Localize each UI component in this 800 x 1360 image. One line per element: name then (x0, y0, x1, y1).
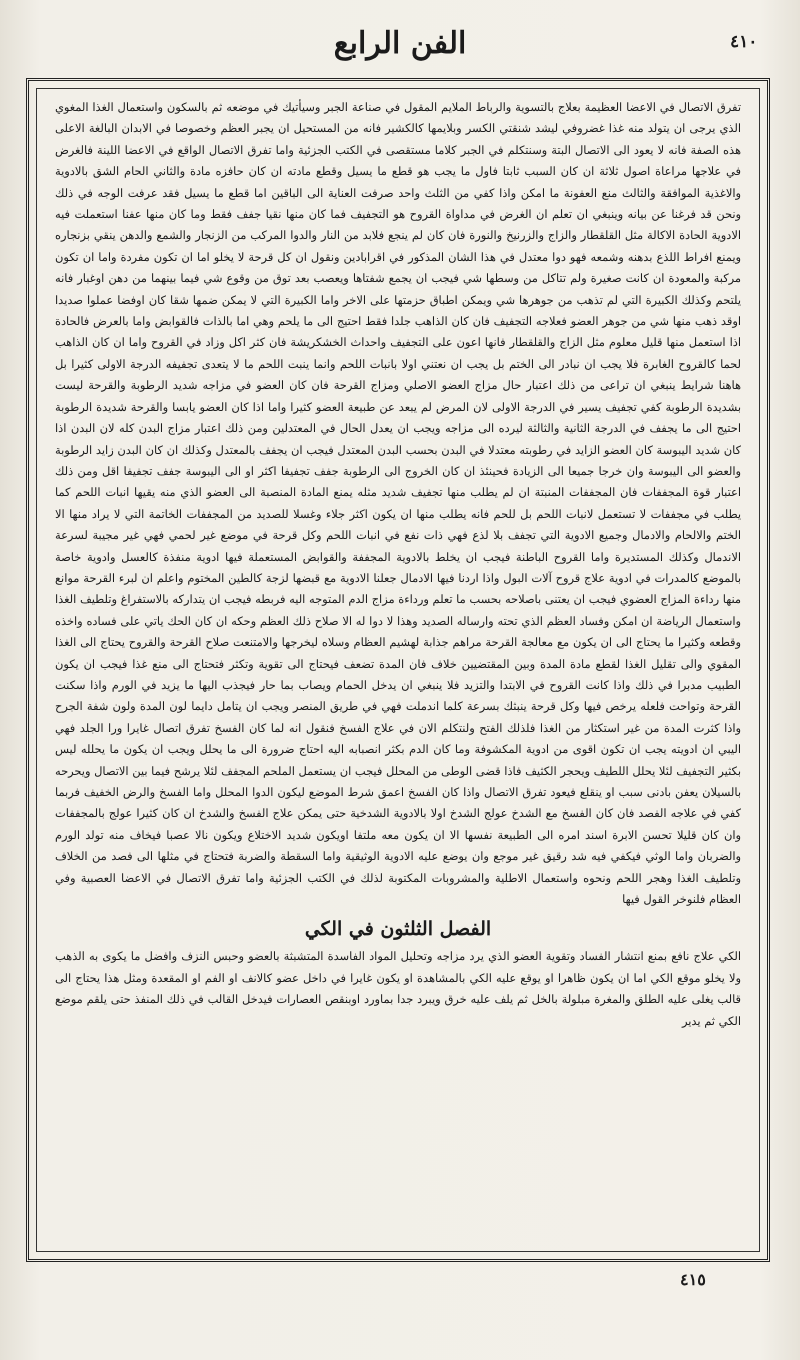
page-number-bottom: ٤١٥ (680, 1270, 706, 1289)
chapter-heading: الفصل الثلثون في الكي (304, 918, 492, 941)
text-block (55, 97, 741, 1243)
running-title: الفن الرابع (333, 26, 467, 61)
text-frame (26, 78, 770, 1262)
page-header (40, 18, 760, 74)
page-number-top: ٤١٠ (730, 32, 758, 52)
body-paragraph: الكي علاج نافع بمنع انتشار الفساد وتقوية العضو الذي يرد مزاجه وتحليل المواد الفاسدة المتشبثة بالعضو وحبس النزف وافضل ما يكوى به الذهب ولا يخلو موقع الكي اما ان يكون ظاهرا او يوقع عليه الكي بالمشاهدة او يكون غايرا في داخل عضو كالانف او الفم او المقعدة ومثل هذا يحتاج الى قالب يغلى عليه الطلق والمغرة مبلولة بالخل ثم يلف عليه خرق ويبرد جدا بماورد اوبنقص العصارات فيدخل القالب في ذلك المنفذ حتى يلقم موضع الكي ثم يدير (55, 949, 741, 1028)
text-frame-inner (36, 88, 760, 1252)
body-paragraph: تفرق الاتصال في الاعضا العظيمة بعلاج بالتسوية والرباط الملايم المقول في صناعة الجبر وسيأتيك في موضعه ثم بالسكون واستعمال الغذا المغوي الذي يرجى ان يتولد منه غذا غضروفي ليشد شنقتي الكسر وبلايمها كالكشير فانه من المستحيل ان يجبر العظم وخصوصا في الابدان البالغة الاعلى هذه الصفة فانه لا يعود الى الاتصال البتة وسنتكلم في الجبر كلاما مستقصى في الكتب الجزئية واما تفرق الاتصال الواقع في الاعضا اللينة فالغرض في علاجها مراعاة اصول ثلاثة ان كان السبب ثابتا فاول ما يجب هو قطع ما يسيل وقطع مادته ان كان حافزه مادة والثاني الحام الشق بالادوية والاغذية الموافقة والثالث منع العفونة ما امكن واذا كفي من الثلث واحد صرفت العناية الى الباقين اما قطع ما يسيل فقد عرفت الوجه في ذلك ونحن قد فرغنا عن بيانه وينبغي ان تعلم ان الغرض في مداواة القروح هو التجفيف فما كان منها نقيا جفف فقط وما كان منها عفنا استعملت فيه الادوية الحادة الاكالة مثل القلقطار والزاج والزرنيخ والنورة فان كان لم ينجع فلابد من النار والدوا المركب من الزنجار والشمع والدهن ينقي بزنجاره ويمنع افراط اللذع بدهنه وشمعه فهو دوا معتدل في هذا الشان المذكور في اقرابادين ونقول ان كل قرحة لا يخلو اما ان تكون مفردة واما ان تكون مركبة والمعودة ان كانت صغيرة ولم تتاكل من وسطها شي فيجب ان يجمع شفتاها ويعصب بعد توق من وقوع شي فيما بينهما من دهن اوغبار فانه يلتحم وكذلك الكبيرة التي لم تذهب من جوهرها شي ويمكن اطباق حزمتها على الاخر واما الكبيرة التي لا يمكن ضمها شقا كان اوفضا عملوا صديدا اوقد ذهب منها شي من جوهر العضو فعلاجه التجفيف فان كان الذاهب جلدا فقط احتيج الى ما يلحم وهي اما بالذات فالقوابض واما بالعرض فالحادة اذا استعمل منها قليل معلوم مثل الزاج والقلقطار فانها اعون على التجفيف واحداث الخشكريشة فان كثر اكل وزاد في القروح واما ان كان الذاهب لحما كالقروح الغابرة فلا يجب ان نبادر الى الختم بل يجب ان نعتني اولا بانبات اللحم وانما ينبت اللحم ما لا يتعدى تجفيفه الدرجة الاولى كثيرا بل هاهنا شرايط ينبغي ان تراعى من ذلك اعتبار حال مزاج العضو الاصلي ومزاج القرحة فان كان العضو في مزاجه شديد الرطوبة والقرحة ليست بشديدة الرطوبة كفي تجفيف يسير في الدرجة الاولى لان المرض لم يبعد عن طبيعة العضو كثيرا واما اذا كان العضو يابسا والقرحة شديدة الرطوبة احتيج الى ما يجفف في الدرجة الثانية والثالثة ليرده الى مزاجه ويجب ان يعدل الحال في المعتدلين ومن ذلك اعتبار مزاج البدن كله لان البدن اذا كان شديد اليبوسة كان العضو الزايد في رطوبته معتدلا في البدن بحسب البدن المعتدل فيجب ان يجفف بالمعتدل وكذلك ان كان البدن زايد الرطوبة والعضو الى اليبوسة وان خرجا جميعا الى الزيادة فحينئذ ان كان الخروج الى الرطوبة جفف تجفيفا اكثر او الى اليبوسة جفف تجفيفا اقل ومن ذلك اعتبار قوة المجففات فان المجففات المنبتة ان لم يطلب منها تجفيف شديد مثله يمنع المادة المنصبة الى العضو الذي منه يقيها انبات اللحم كما يطلب في مجففات لا تستعمل لانبات اللحم بل للحم فانه يطلب منها ان يكون اكثر جلاء وغسلا للصديد من المجففات الخاتمة التي لا يراد منها الا الختم والالحام والادمال وجميع الادوية التي تجفف بلا لذع فهي ذات نفع في انبات اللحم وكل قرحة في موضع غير لحمي فهي غير مجيبة لسرعة الاندمال وكذلك المستديرة واما القروح الباطنة فيجب ان يخلط بالادوية المجففة والقوابض المستعملة فيها ادوية منفذة كالعسل وادوية خاصة بالموضع كالمدرات في ادوية علاج قروح آلات البول واذا اردنا فيها الادمال جعلنا الادوية مع قبضها لزجة كالطين المختوم واعلم ان لبرء القرحة موانع منها رداءة المزاج العضوي فيجب ان يعتنى باصلاحه بحسب ما تعلم ورداءة مزاج الدم المتوجه اليه فربطه فيجب ان يتداركه بالاستفراغ وتلطيف الغذا واستعمال الرياضة ان امكن وفساد العظم الذي تحته وارساله الصديد وهذا لا دوا له الا صلاح ذلك العظم وحكه ان كان الحك ياتي على فساده واخذه وقطعه وكثيرا ما يحتاج الى ان يكون مع معالجة القرحة مراهم جذابة لهشيم العظام وسلاه ليخرجها والامتنعت صلاح القرحة والقروح يحتاج الى الغذا المقوي والى تقليل الغذا لقطع مادة المدة وبين المقتضيين خلاف فان المدة تضعف فيحتاج الى تقوية وتكثر فتحتاج الى منع غذا فيجب ان يكون الطبيب مدبرا في ذلك واذا كانت القروح في الابتدا والتزيد فلا ينبغي ان يدخل الحمام ويصاب بما حار فيجذب اليها ما يزيد في الورم واذا سكنت القرحة وتواحت فلعله يرخص فيها وكل قرحة ينبثك بسرعة كلما اندملت فهي في طريق المنصر ويجب ان يتامل دايما لون المدة ولون شفة الجرح واذا كثرت المدة من غير استكثار من الغذا فلذلك الفتح ولنتكلم الان في علاج الفسخ فنقول انه لما كان الفسخ تفرق اتصال غايرا ورا الجلد فهي اليبي ان ادويته يجب ان تكون اقوى من ادوية المكشوفة وما كان الدم بكثر انصبابه اليه احتاج ضرورة الى ما يحلل ويجب ان يكون ما يحلله ليس بكثير التجفيف لئلا يحلل اللطيف ويحجر الكثيف فاذا قضى الوطى من المحلل فيجب ان يستعمل الملحم المجفف لئلا يرشح فيما بين الاتصال ويحرحه بالسيلان يعفن بادنى سبب او ينقلع فيعود تفرق الاتصال واذا كان الفسخ اعمق شرط الموضع ليكون الدوا المحلل واما الفسخ والرض الخفيف فربما كفي في علاجه الفصد فان كان الفسخ مع الشدخ عولج الشدخ اولا بالادوية الشدخية حتى يمكن علاج الفسخ والشدخ ان كان كثيرا عولج بالمجففات وان كان قليلا تحسن الابرة اسند امره الى الطبيعة نفسها الا ان يكون معه ملتفا اويكون شديد الاختلاع ويكون نالا عصبا فيخاف منه تولد الورم والضربان واما الوثي فيكفي فيه شد رقيق غير موجع وان يوضع عليه الادوية الوثيقية واما السقطة والضربة فتحتاج في مثلها الى فصد من الخلاف وتلطيف الغذا وهجر اللحم ونحوه واستعمال الاطلية والمشروبات المكتوبة لذلك في الكتب الجزئية واما تفرق الاتصال في الاعضا العصبية وفي العظام فلنوخر القول فيها (55, 100, 741, 907)
